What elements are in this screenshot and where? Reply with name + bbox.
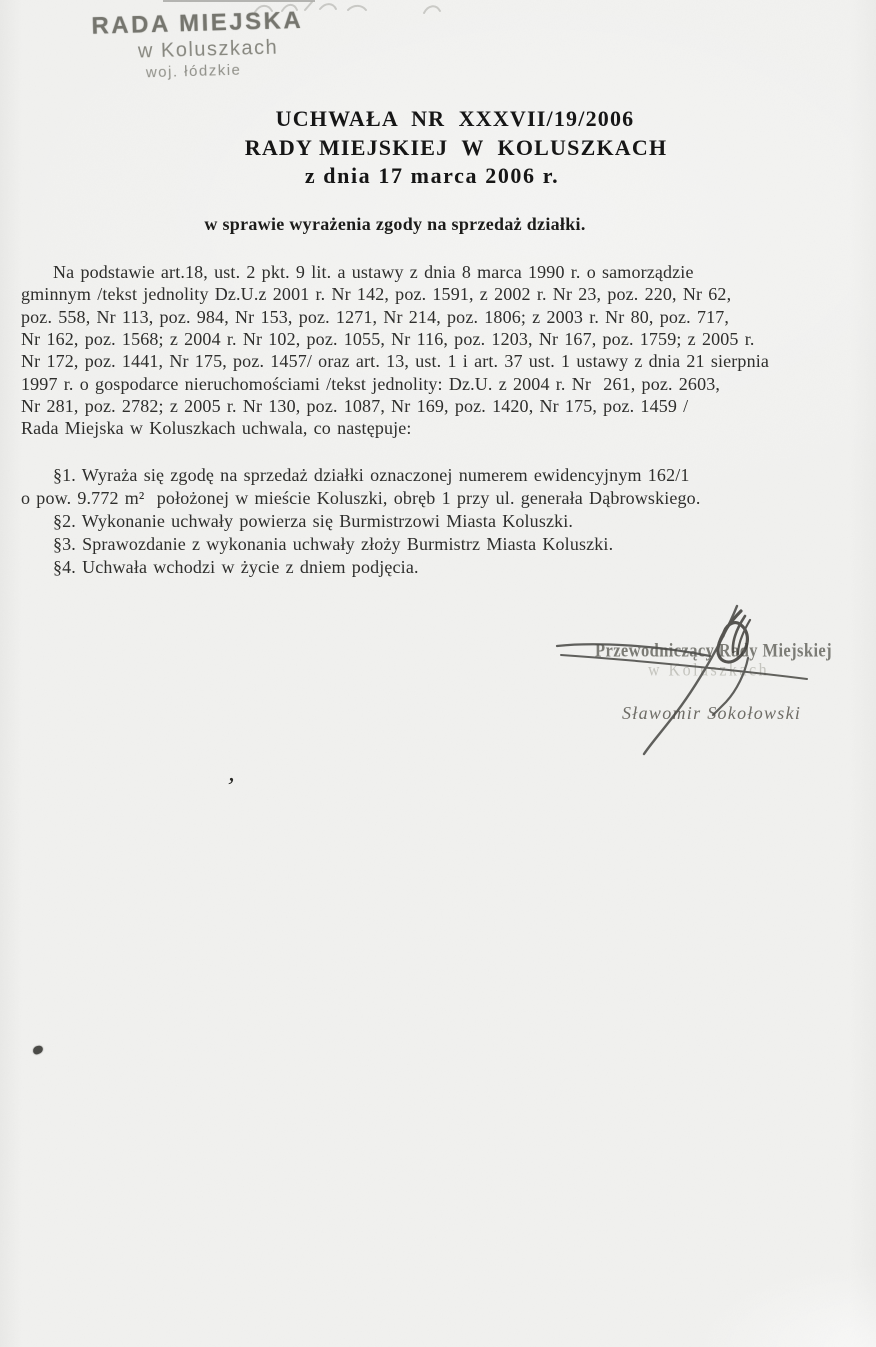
title-date: z dnia 17 marca 2006 r. xyxy=(304,163,560,188)
stamp-line-rada-miejska: RADA MIEJSKA xyxy=(91,6,304,40)
chairman-location-stamp: w Koluszkach xyxy=(648,661,770,681)
legal-preamble xyxy=(21,261,769,440)
ink-speck-blob xyxy=(32,1045,44,1055)
stamp-line-w-koluszkach: w Koluszkach xyxy=(137,36,279,63)
resolution-sections xyxy=(21,464,700,579)
ink-speck-mark: ’ xyxy=(224,771,237,802)
text-line: 1997 r. o gospodarce nieruchomościami /tekst jednolity: Dz.U. z 2004 r. Nr 261, poz. 2603, xyxy=(21,373,721,394)
text-line: Rada Miejska w Koluszkach uchwala, co następuje: xyxy=(21,418,412,439)
text-line: Nr 162, poz. 1568; z 2004 r. Nr 102, poz. 1055, Nr 116, poz. 1203, Nr 167, poz. 1759; z 2005 r. xyxy=(21,328,755,349)
title-resolution-number: UCHWAŁA NR XXXVII/19/2006 xyxy=(275,106,635,131)
text-line: §3. Sprawozdanie z wykonania uchwały złoży Burmistrz Miasta Koluszki. xyxy=(53,534,614,554)
text-line: gminnym /tekst jednolity Dz.U.z 2001 r. Nr 142, poz. 1591, z 2002 r. Nr 23, poz. 220, Nr 62, xyxy=(21,284,732,305)
chairman-name-stamp: Sławomir Sokołowski xyxy=(622,703,802,723)
text-line: o pow. 9.772 m² położonej w mieście Koluszki, obręb 1 przy ul. generała Dąbrowskiego. xyxy=(21,488,701,508)
chairman-title-stamp: Przewodniczący Rady Miejskiej xyxy=(595,639,833,662)
title-council-name: RADY MIEJSKIEJ W KOLUSZKACH xyxy=(244,134,668,160)
text-line: §4. Uchwała wchodzi w życie z dniem podjęcia. xyxy=(53,557,419,577)
resolution-title xyxy=(0,105,876,191)
council-rubber-stamp xyxy=(84,7,312,83)
text-line: Nr 172, poz. 1441, Nr 175, poz. 1457/ oraz art. 13, ust. 1 i art. 37 ust. 1 ustawy z dnia 21 sierpnia xyxy=(21,351,770,372)
subject-text: w sprawie wyrażenia zgody na sprzedaż działki. xyxy=(204,214,586,234)
stamp-line-wojewodztwo: woj. łódzkie xyxy=(145,61,242,82)
text-line: poz. 558, Nr 113, poz. 984, Nr 153, poz. 1271, Nr 214, poz. 1806; z 2003 r. Nr 80, poz. 717, xyxy=(21,306,730,327)
resolution-subject xyxy=(0,214,876,235)
text-line: §1. Wyraża się zgodę na sprzedaż działki oznaczonej numerem ewidencyjnym 162/1 xyxy=(53,465,690,485)
text-line: Nr 281, poz. 2782; z 2005 r. Nr 130, poz. 1087, Nr 169, poz. 1420, Nr 175, poz. 1459 / xyxy=(21,395,689,416)
text-line: Na podstawie art.18, ust. 2 pkt. 9 lit. a ustawy z dnia 8 marca 1990 r. o samorządzie xyxy=(53,262,694,282)
text-line: §2. Wykonanie uchwały powierza się Burmistrzowi Miasta Koluszki. xyxy=(53,511,574,531)
